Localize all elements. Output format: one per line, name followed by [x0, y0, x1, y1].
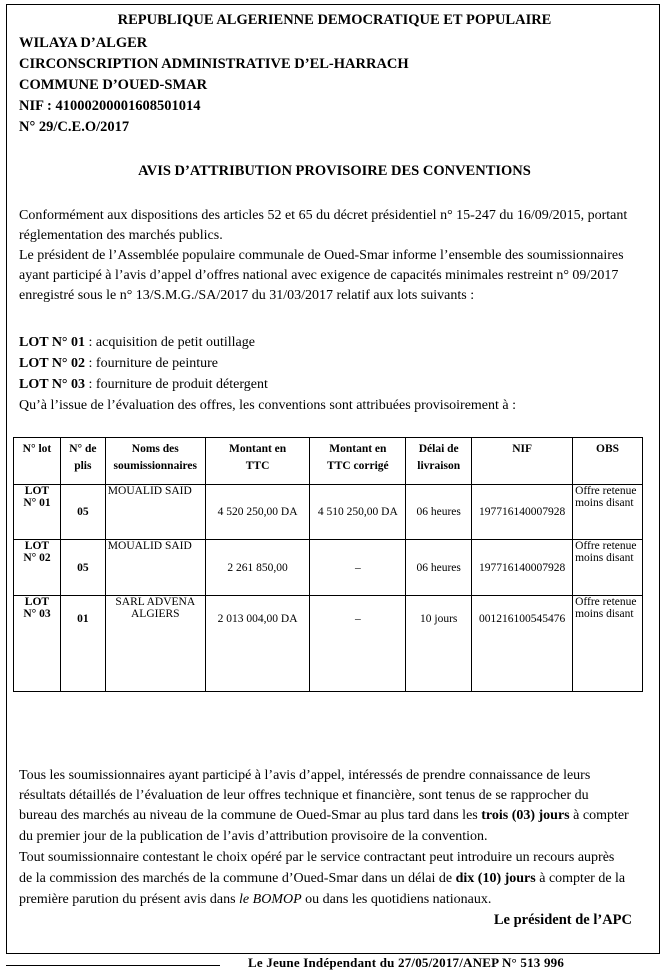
lot-label: LOT N° 01	[19, 335, 86, 350]
header-republique: REPUBLIQUE ALGERIENNE DEMOCRATIQUE ET POPULAIRE	[117, 12, 552, 28]
cell-delai: 06 heures	[406, 540, 472, 596]
header-delai: Délai de livraison	[406, 438, 472, 485]
header-montant-corrige: Montant en TTC corrigé	[310, 438, 406, 485]
closing-line-7: première parution du présent avis dans le BOMOP ou dans les quotidiens nationaux.	[19, 892, 492, 907]
header-nif: NIF : 41000200001608501014	[19, 98, 201, 114]
cell-plis: 05	[60, 485, 105, 540]
closing-line-6: de la commission des marchés de la commune d’Oued-Smar dans un délai de dix (10) jours à compter de la	[19, 871, 626, 886]
cell-lot: LOT N° 01	[14, 485, 61, 540]
cell-plis: 01	[60, 596, 105, 692]
table-row	[14, 485, 643, 540]
cell-montant: 2 013 004,00 DA	[205, 596, 310, 692]
closing-line-3: bureau des marchés au niveau de la commune de Oued-Smar au plus tard dans les trois (03) jours à compter	[19, 808, 629, 823]
header-plis: N° de plis	[60, 438, 105, 485]
header-nif: NIF	[472, 438, 573, 485]
evaluation-line: Qu’à l’issue de l’évaluation des offres, les conventions sont attribuées provisoirement à :	[19, 398, 516, 413]
cell-nom: MOUALID SAID	[105, 485, 205, 540]
cell-nom: MOUALID SAID	[105, 540, 205, 596]
cell-montant-corrige: –	[310, 540, 406, 596]
footer-publication: Le Jeune Indépendant du 27/05/2017/ANEP N° 513 996	[248, 955, 565, 970]
intro-line-3: Le président de l’Assemblée populaire communale de Oued-Smar informe l’ensemble des soumissionnaires	[19, 248, 624, 263]
cell-delai: 10 jours	[406, 596, 472, 692]
cell-obs: Offre retenue moins disant	[573, 485, 643, 540]
cell-lot: LOT N° 03	[14, 596, 61, 692]
lot-label: LOT N° 02	[19, 356, 86, 371]
lot-line-2	[19, 354, 218, 375]
lot-desc: : fourniture de peinture	[85, 356, 218, 371]
lot-line-3	[19, 375, 268, 396]
intro-line-2: réglementation des marchés publics.	[19, 228, 223, 243]
header-wilaya: WILAYA D’ALGER	[19, 35, 148, 51]
table-row	[14, 540, 643, 596]
signature: Le président de l’APC	[493, 912, 632, 928]
attribution-table	[13, 437, 643, 692]
document-title: AVIS D’ATTRIBUTION PROVISOIRE DES CONVENTIONS	[138, 163, 531, 179]
cell-montant-corrige: –	[310, 596, 406, 692]
footer	[0, 955, 669, 975]
intro-line-5: enregistré sous le n° 13/S.M.G./SA/2017 du 31/03/2017 relatif aux lots suivants :	[19, 288, 475, 303]
table-row	[14, 596, 643, 692]
footer-rule	[6, 965, 220, 966]
header-circonscription: CIRCONSCRIPTION ADMINISTRATIVE D’EL-HARRACH	[19, 56, 409, 72]
cell-montant: 2 261 850,00	[205, 540, 310, 596]
intro-line-1: Conformément aux dispositions des articles 52 et 65 du décret présidentiel n° 15-247 du 16/09/2015, portant	[19, 208, 628, 223]
table-header-row	[14, 438, 643, 485]
header-obs: OBS	[573, 438, 643, 485]
closing-line-2: résultats détaillés de l’évaluation de leur offres technique et financière, sont tenus de se rapprocher du	[19, 788, 589, 803]
cell-delai: 06 heures	[406, 485, 472, 540]
cell-nom: SARL ADVENA ALGIERS	[105, 596, 205, 692]
lot-label: LOT N° 03	[19, 377, 86, 392]
cell-montant: 4 520 250,00 DA	[205, 485, 310, 540]
lot-desc: : acquisition de petit outillage	[85, 335, 255, 350]
intro-line-4: ayant participé à l’avis d’appel d’offres national avec exigence de capacités minimales restreint n° 09/2017	[19, 268, 619, 283]
cell-obs: Offre retenue moins disant	[573, 596, 643, 692]
header-noms: Noms des soumissionnaires	[105, 438, 205, 485]
header-numero: N° 29/C.E.O/2017	[19, 119, 130, 135]
closing-line-4: du premier jour de la publication de l’avis d’attribution provisoire de la convention.	[19, 829, 488, 844]
header-commune: COMMUNE D’OUED-SMAR	[19, 77, 208, 93]
cell-lot: LOT N° 02	[14, 540, 61, 596]
header-lot: N° lot	[14, 438, 61, 485]
cell-montant-corrige: 4 510 250,00 DA	[310, 485, 406, 540]
cell-plis: 05	[60, 540, 105, 596]
cell-nif: 197716140007928	[472, 485, 573, 540]
lot-desc: : fourniture de produit détergent	[85, 377, 268, 392]
header-montant: Montant en TTC	[205, 438, 310, 485]
cell-obs: Offre retenue moins disant	[573, 540, 643, 596]
cell-nif: 001216100545476	[472, 596, 573, 692]
closing-line-1: Tous les soumissionnaires ayant participé à l’avis d’appel, intéressés de prendre connaissance de leurs	[19, 768, 591, 783]
closing-line-5: Tout soumissionnaire contestant le choix opéré par le service contractant peut introduire un recours auprès	[19, 850, 615, 865]
cell-nif: 197716140007928	[472, 540, 573, 596]
lot-line-1	[19, 333, 255, 354]
